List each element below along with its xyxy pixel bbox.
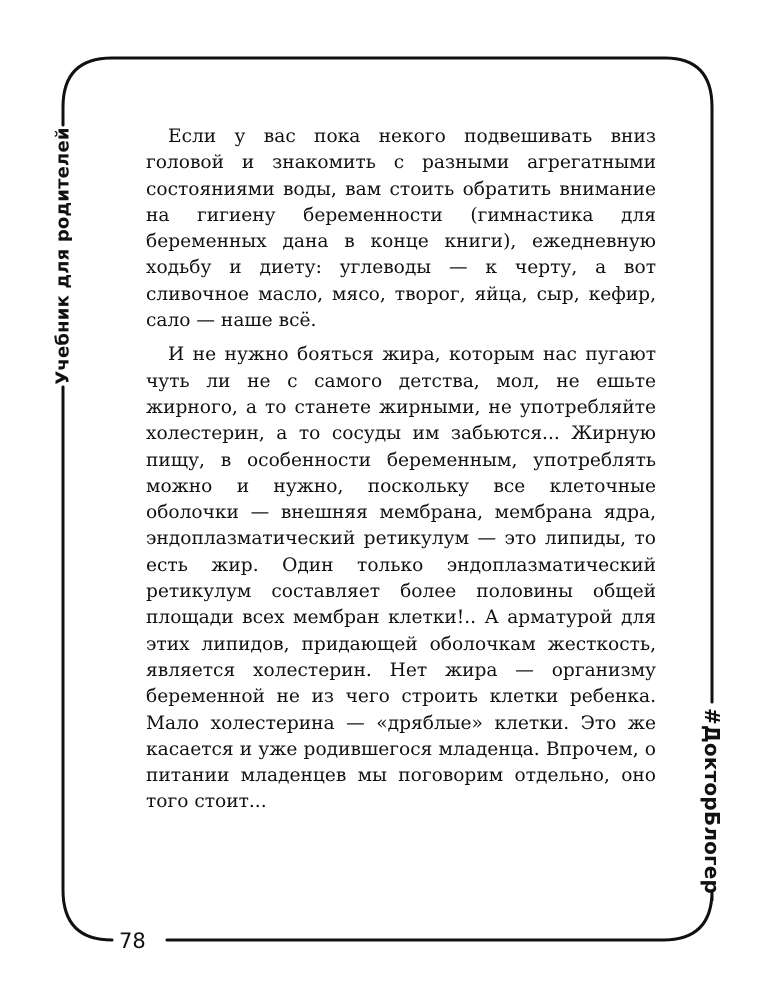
hashtag-text: #ДокторБлогер: [700, 707, 724, 895]
running-title-text: Учебник для родителей: [52, 127, 74, 385]
paragraph: И не нужно бояться жира, которым нас пугают чуть ли не с самого детства, мол, не ешьте жирного, а то станете жирными, не употребляйте холестерин, а то сосуды им забьются... Жирную пищу, в особенности беременным, употреблять можно и нужно, поскольку все клеточные оболочки — внешняя мембрана, мембрана ядра, эндоплазматический ретикулум — это липиды, то есть жир. Один только эндоплазматический ретикулум составляет более половины общей площади всех мембран клетки!.. А арматурой для этих липидов, придающей оболочкам жесткость, является холестерин. Нет жира — организму беременной не из чего строить клетки ребенка. Мало холестерина — «дряблые» клетки. Это же касается и уже родившегося младенца. Впрочем, о питании младенцев мы поговорим отдельно, оно того стоит...: [146, 344, 656, 813]
body-text: [146, 124, 656, 816]
paragraph: Если у вас пока некого подвешивать вниз головой и знакомить с разными агрегатными состояниями воды, вам стоить обратить внимание на гигиену беременности (гимнастика для беременных дана в конце книги), ежедневную ходьбу и диету: углеводы — к черту, а вот сливочное масло, мясо, творог, яйца, сыр, кефир, сало — наше всё.: [146, 126, 656, 332]
frame-top-left: [63, 58, 665, 125]
frame-top-right: [665, 58, 712, 702]
frame-bottom-right: [167, 891, 712, 940]
page-number: 78: [119, 929, 146, 953]
frame-bottom-left: [63, 387, 112, 940]
